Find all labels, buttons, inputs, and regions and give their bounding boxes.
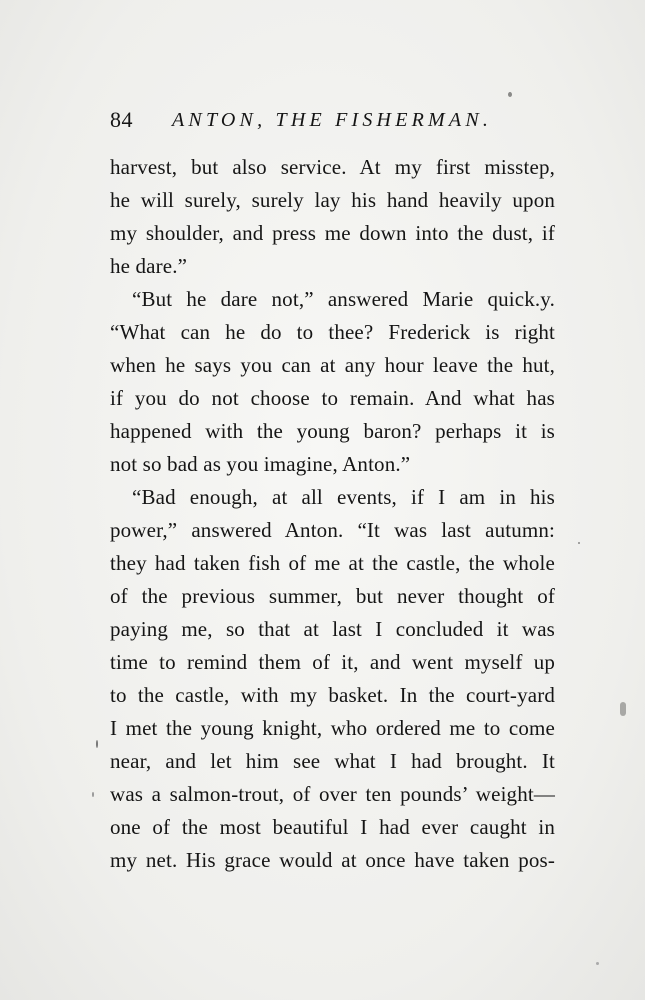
text-line: not so bad as you imagine, Anton.” <box>110 452 411 476</box>
scan-speck <box>92 792 94 797</box>
text-line: to the castle, with my basket. In the court-yard <box>110 683 555 707</box>
text-line: one of the most beautiful I had ever caught in <box>110 815 555 839</box>
text-line: near, and let him see what I had brought. It <box>110 749 555 773</box>
text-line: happened with the young baron? perhaps it is <box>110 419 555 443</box>
text-line: power,” answered Anton. “It was last autumn: <box>110 518 555 542</box>
scan-speck <box>620 702 626 716</box>
text-line: “What can he do to thee? Frederick is right <box>110 320 555 344</box>
text-line: my net. His grace would at once have taken pos- <box>110 848 555 872</box>
text-line: my shoulder, and press me down into the dust, if <box>110 221 555 245</box>
text-line: harvest, but also service. At my first misstep, <box>110 155 555 179</box>
text-line: time to remind them of it, and went myself up <box>110 650 555 674</box>
page-header <box>110 104 550 136</box>
scan-speck <box>578 542 580 544</box>
text-line: “Bad enough, at all events, if I am in his <box>132 485 555 509</box>
text-line: if you do not choose to remain. And what has <box>110 386 555 410</box>
text-line: they had taken fish of me at the castle, the whole <box>110 551 555 575</box>
scan-speck <box>596 962 599 965</box>
text-line: he will surely, surely lay his hand heavily upon <box>110 188 555 212</box>
running-title: ANTON, THE FISHERMAN. <box>172 109 493 131</box>
page-number: 84 <box>110 107 133 132</box>
text-line: of the previous summer, but never thought of <box>110 584 555 608</box>
text-line: was a salmon-trout, of over ten pounds’ weight— <box>110 782 555 806</box>
scan-speck <box>508 92 512 97</box>
body-text <box>110 151 555 877</box>
text-line: “But he dare not,” answered Marie quick.y. <box>132 287 555 311</box>
text-line: when he says you can at any hour leave the hut, <box>110 353 555 377</box>
text-line: I met the young knight, who ordered me to come <box>110 716 555 740</box>
text-line: paying me, so that at last I concluded it was <box>110 617 555 641</box>
scan-speck <box>96 740 98 748</box>
text-line: he dare.” <box>110 254 188 278</box>
